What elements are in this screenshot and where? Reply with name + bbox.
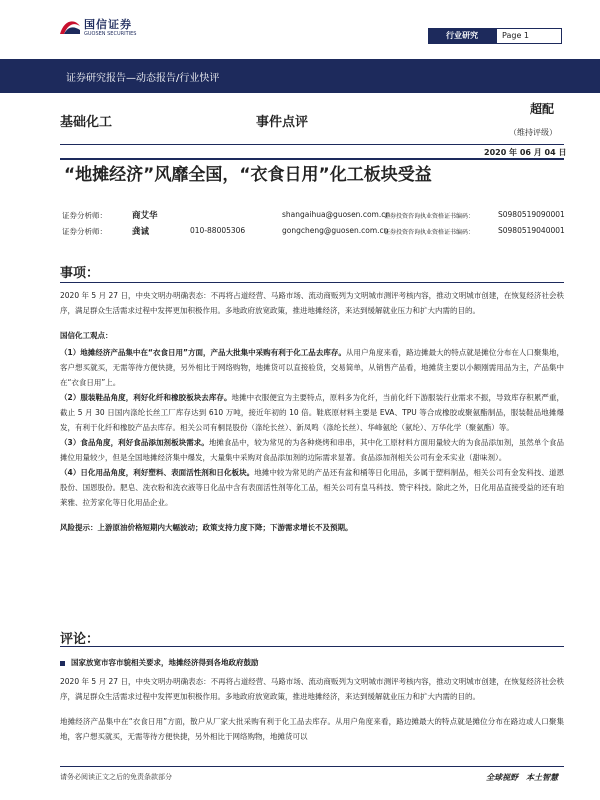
- bullet-square-icon: [60, 661, 65, 666]
- risk-warning: 风险提示：上游原油价格短期内大幅波动；政策支持力度下降；下游需求增长不及预期。: [60, 523, 353, 532]
- analyst-cert: S0980519040001: [498, 226, 565, 235]
- analyst-name: 龚诚: [132, 227, 150, 237]
- industry-label: 基础化工: [60, 115, 113, 130]
- section-heading-event: 事项：: [60, 266, 100, 281]
- brand-name-en: GUOSEN SECURITIES: [84, 31, 137, 37]
- divider: [60, 646, 564, 647]
- slogan: 全球视野 本土智慧: [486, 773, 558, 782]
- section-comment-body: [60, 655, 564, 754]
- report-kind: 事件点评: [256, 115, 309, 130]
- paragraph: 地摊经济产品集中在“衣食日用”方面，散户从厂家大批采购有利于化工品去库存。从用户角度来看，路边摊最大的特点就是摊位分布在路边或人口聚集地，客户想买就买，无需等待方便快捷，另外相比于网络购物，地摊货可以: [60, 717, 564, 741]
- divider: [60, 144, 564, 145]
- paragraph: （3）食品角度，利好食品添加剂板块需求。地摊食品中，较为常见的为各种烧烤和串串，其中化工原材料方面用量较大的为食品添加剂，虽然单个食品摊位用量较少，但是全国地摊经济集中爆发，大量集中采购对食品添加剂的边际需求显著。食品添加剂相关公司有金禾实业（甜味剂）。: [60, 438, 565, 462]
- analyst-role: 证券分析师：: [62, 227, 107, 236]
- report-category: 证券研究报告—动态报告/行业快评: [66, 73, 220, 84]
- report-title: “地摊经济”风靡全国，“衣食日用”化工板块受益: [64, 165, 432, 185]
- analyst-email[interactable]: shangaihua@guosen.com.cn: [282, 210, 391, 219]
- analyst-cert: S0980519090001: [498, 210, 565, 219]
- cert-label: 证券投资咨询执业资格证书编码：: [384, 213, 475, 220]
- brand-logo: [58, 14, 158, 44]
- analyst-email[interactable]: gongcheng@guosen.com.cn: [282, 226, 389, 235]
- rating-note: （维持评级）: [509, 128, 557, 137]
- paragraph: 2020 年 5 月 27 日，中央文明办明确表态：不再将占道经营、马路市场、流动商贩列为文明城市测评考核内容，推动文明城市创建，在恢复经济社会秩序，满足群众生活需求过程中发挥更加积极作用。多地政府放宽政策，推进地摊经济，来达到缓解就业压力和扩大内需的目的。: [60, 291, 564, 315]
- divider: [60, 282, 564, 283]
- analyst-name: 商艾华: [132, 211, 158, 221]
- brand-name-cn: 国信证券: [84, 18, 132, 31]
- page-number: Page 1: [496, 28, 562, 44]
- analyst-role: 证券分析师：: [62, 211, 107, 220]
- report-type-tag: 行业研究: [428, 28, 496, 44]
- rating: 超配: [530, 102, 555, 116]
- section-heading-comment: 评论：: [60, 632, 100, 647]
- paragraph: （4）日化用品角度，利好塑料、表面活性剂和日化板块。地摊中较为常见的产品还有盆和桶等日化用品，多属于塑料制品，相关公司有金发科技、道恩股份、国恩股份。肥皂、洗衣粉和洗衣液等日化品中含有表面活性剂等化工品，相关公司有皇马科技、赞宇科技。除此之外，日化用品直接受益的还有珀莱雅、拉芳家化等日化用品企业。: [60, 468, 565, 507]
- footer-divider: [60, 766, 564, 767]
- report-date: 2020 年 06 月 04 日: [484, 148, 567, 157]
- guosen-logo-icon: [58, 16, 82, 36]
- cert-label: 证券投资咨询执业资格证书编码：: [384, 229, 475, 236]
- analyst-phone: 010-88005306: [190, 226, 246, 235]
- section-event-body: [60, 288, 564, 545]
- disclaimer: 请务必阅读正文之后的免责条款部分: [60, 773, 172, 781]
- paragraph: （1）地摊经济产品集中在“衣食日用”方面，产品大批集中采购有利于化工品去库存。从用户角度来看，路边摊最大的特点就是摊位分布在人口聚集地，客户想买就买，无需等待方便快捷，另外相比于网络购物，地摊货可以直接验货，交易简单，从销售产品看，地摊货主要以小额刚需用品为主，产品集中在“衣食日用”上。: [60, 348, 564, 387]
- paragraph: 2020 年 5 月 27 日，中央文明办明确表态：不再将占道经营、马路市场、流动商贩列为文明城市测评考核内容，推动文明城市创建，在恢复经济社会秩序，满足群众生活需求过程中发挥更加积极作用。多地政府放宽政策，推进地摊经济，来达到缓解就业压力和扩大内需的目的。: [60, 677, 564, 701]
- view-label: 国信化工观点：: [60, 331, 113, 340]
- bullet-heading: 国家放宽市容市貌相关要求，地摊经济得到各地政府鼓励: [60, 655, 564, 670]
- paragraph: （2）服装鞋品角度，利好化纤和橡胶板块去库存。地摊中衣服便宜为主要特点，原料多为化纤，当前化纤下游服装行业需求不振，导致库存积累严重，截止 5 月 30 日国内涤纶长丝工厂库存达到 610 万吨，接近年初的 10 倍。鞋底原材料主要是 EVA、TPU 等合成橡胶或聚氨酯制品，服装鞋品地摊爆发，有利于化纤和橡胶产品去库存。相关公司有桐昆股份（涤纶长丝）、新凤鸣（涤纶长丝）、华峰氨纶（氨纶）、万华化学（聚氨酯）等。: [60, 393, 565, 432]
